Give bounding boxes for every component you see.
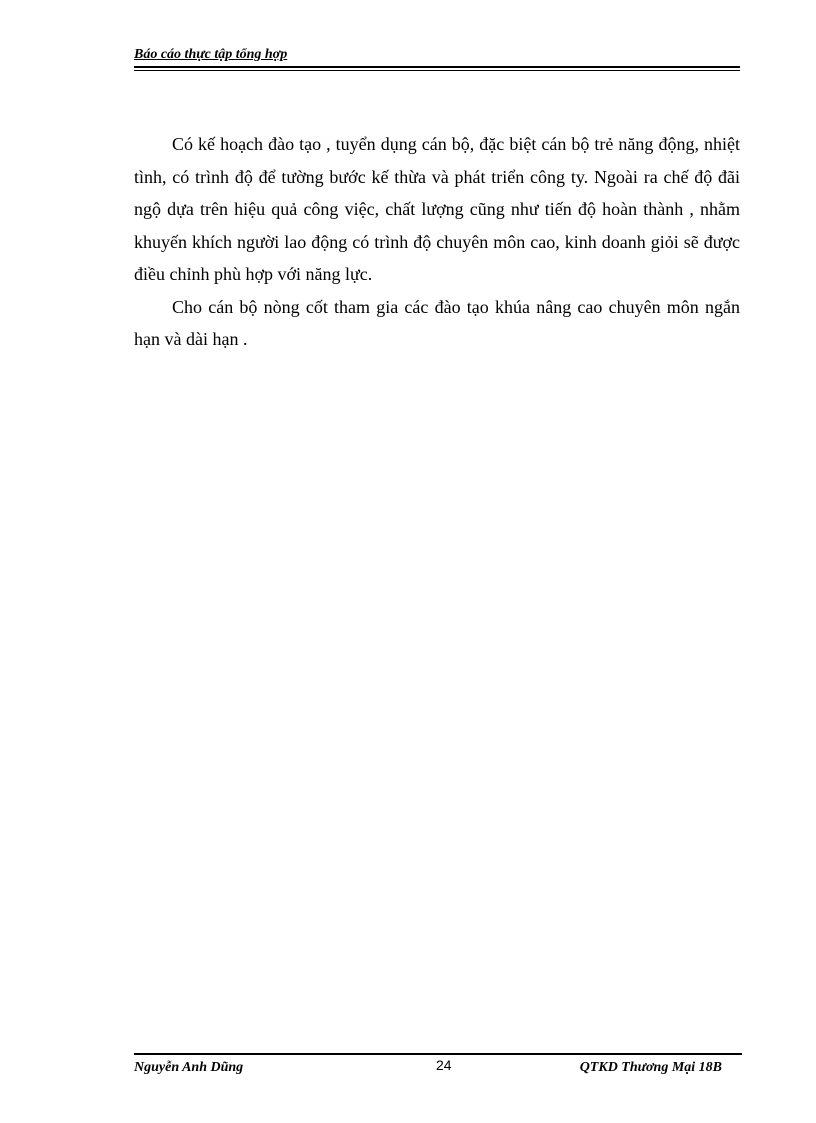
page-footer: [134, 1053, 742, 1083]
paragraph: Cho cán bộ nòng cốt tham gia các đào tạo khúa nâng cao chuyên môn ngắn hạn và dài hạn .: [134, 296, 740, 349]
body-text: [134, 128, 740, 356]
header-rule: [134, 66, 740, 68]
footer-rule: [134, 1053, 742, 1055]
page-header: [134, 46, 740, 64]
paragraph: Có kế hoạch đào tạo , tuyển dụng cán bộ, đặc biệt cán bộ trẻ năng động, nhiệt tình, có trình độ để tường bước kế thừa và phát triển công ty. Ngoài ra chế độ đãi ngộ dựa trên hiệu quả công việc, chất lượng cũng như tiến độ hoàn thành , nhằm khuyến khích người lao động có trình độ chuyên môn cao, kinh doanh giỏi sẽ được điều chỉnh phù hợp với năng lực.: [134, 134, 740, 284]
header-rule-thin: [134, 70, 740, 71]
footer-author: Nguyễn Anh Dũng: [134, 1060, 244, 1075]
footer-class-name: QTKD Thương Mại 18B: [579, 1060, 722, 1075]
page-number: 24: [436, 1057, 452, 1073]
header-title: Báo cáo thực tập tổng hợp: [134, 47, 288, 62]
